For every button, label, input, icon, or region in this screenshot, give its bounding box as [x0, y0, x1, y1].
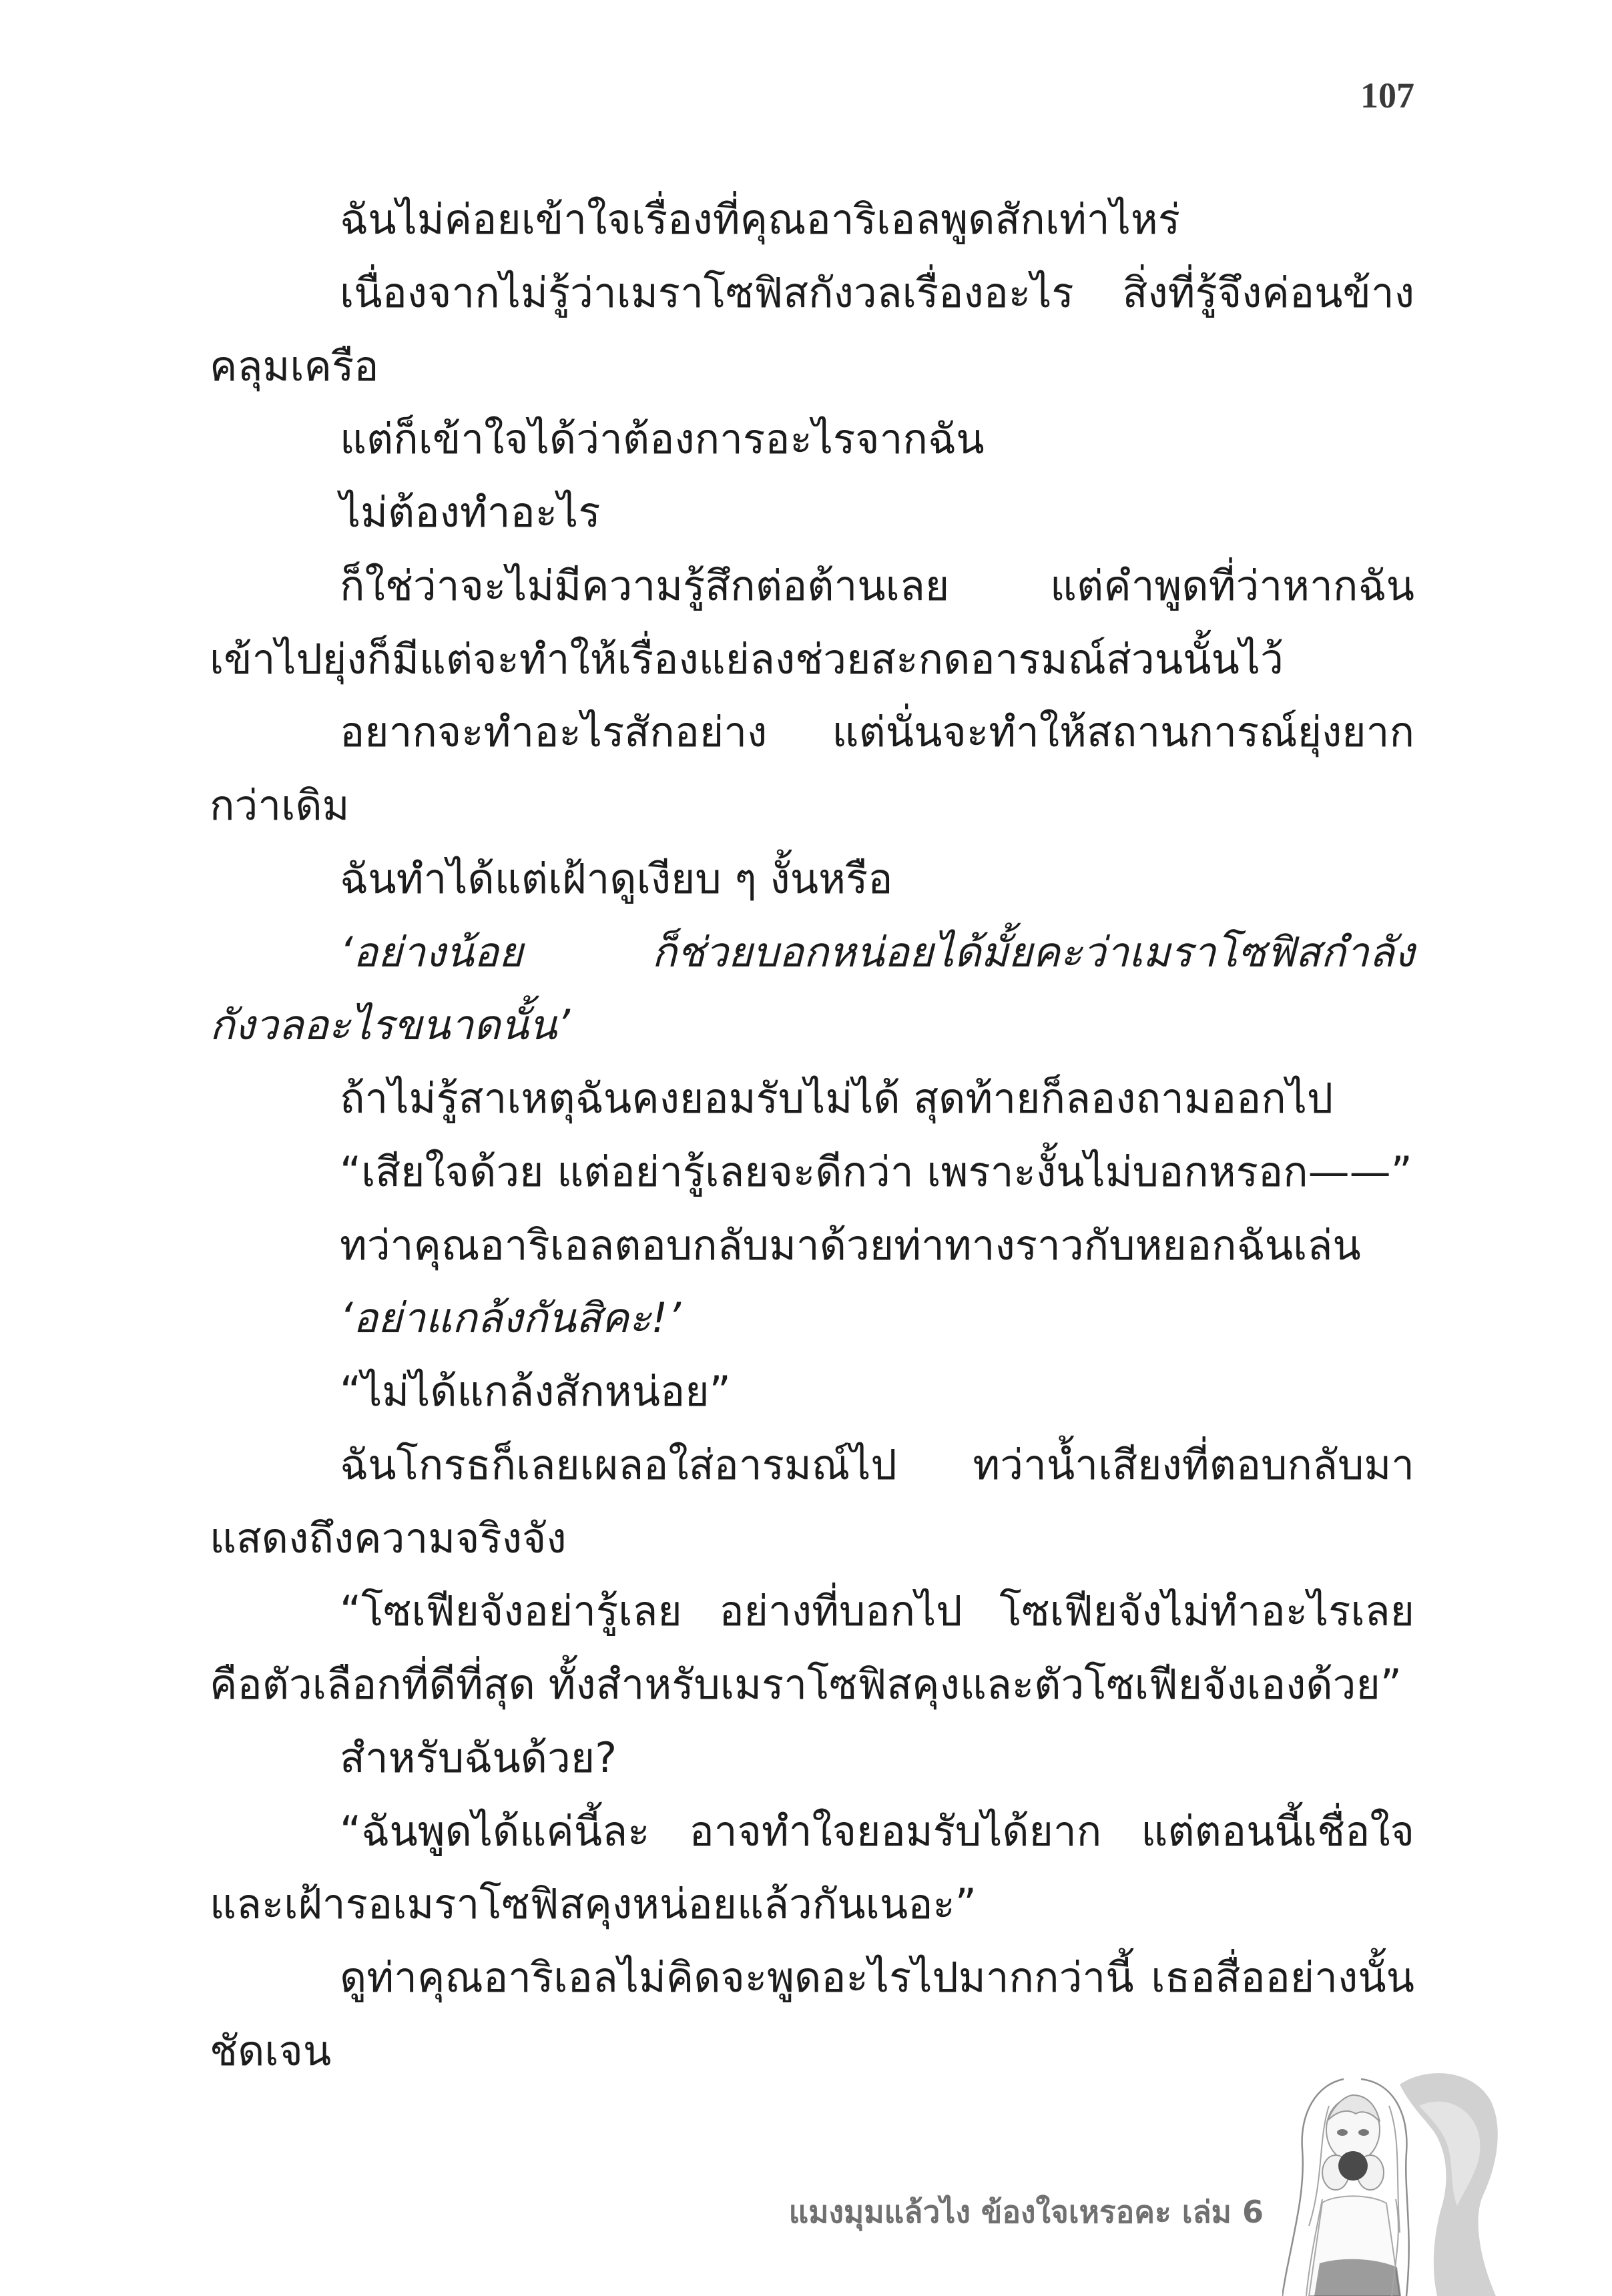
text-line: ดูท่าคุณอาริเอลไม่คิดจะพูดอะไรไปมากกว่านี้ เธอสื่ออย่างนั้น	[340, 1953, 1414, 2002]
text-line: “ฉันพูดได้แค่นี้ละ อาจทำใจยอมรับได้ยาก แต่ตอนนี้เชื่อใจ	[340, 1806, 1414, 1855]
paragraph	[210, 549, 1414, 696]
paragraph	[210, 842, 1414, 916]
paragraph	[210, 695, 1414, 842]
text-line: คลุมเครือ	[210, 341, 379, 390]
page-number: 107	[1360, 75, 1414, 115]
thought-paragraph	[210, 916, 1414, 1063]
text-line: ชัดเจน	[210, 2026, 332, 2075]
wing-shape	[1400, 2073, 1498, 2296]
paragraph	[210, 1355, 1414, 1428]
text-line: แต่ก็เข้าใจได้ว่าต้องการอะไรจากฉัน	[340, 414, 985, 464]
paragraph	[210, 1721, 1414, 1795]
text-line: ฉันโกรธก็เลยเผลอใส่อารมณ์ไป ทว่าน้ำเสียงที่ตอบกลับมา	[340, 1440, 1414, 1489]
text-line: “ไม่ได้แกล้งสักหน่อย”	[340, 1367, 731, 1416]
text-line: กว่าเดิม	[210, 781, 350, 830]
paragraph	[210, 1209, 1414, 1282]
text-line: ฉันทำได้แต่เฝ้าดูเงียบ ๆ งั้นหรือ	[340, 854, 893, 903]
running-footer-title: แมงมุมแล้วไง ข้องใจเหรอคะ เล่ม 6	[788, 2194, 1264, 2230]
text-line: ไม่ต้องทำอะไร	[340, 488, 601, 537]
paragraph	[210, 1795, 1414, 1942]
paragraph	[210, 1135, 1414, 1209]
paragraph	[210, 1574, 1414, 1721]
text-line: คือตัวเลือกที่ดีที่สุด ทั้งสำหรับเมราโซฟิสคุงและตัวโซเฟียจังเองด้วย”	[210, 1660, 1402, 1709]
paragraph	[210, 1941, 1414, 2088]
paragraph	[210, 1062, 1414, 1135]
paragraph	[210, 256, 1414, 403]
text-line: ทว่าคุณอาริเอลตอบกลับมาด้วยท่าทางราวกับหยอกฉันเล่น	[340, 1220, 1361, 1269]
text-line: เนื่องจากไม่รู้ว่าเมราโซฟิสกังวลเรื่องอะไร สิ่งที่รู้จึงค่อนข้าง	[340, 268, 1414, 317]
paragraph	[210, 402, 1414, 476]
character-illustration	[1282, 2066, 1503, 2296]
text-line: “โซเฟียจังอย่ารู้เลย อย่างที่บอกไป โซเฟียจังไม่ทำอะไรเลย	[340, 1587, 1414, 1636]
text-line: ‘อย่างน้อย ก็ช่วยบอกหน่อยได้มั้ยคะว่าเมราโซฟิสกำลัง	[340, 927, 1414, 976]
text-line: อยากจะทำอะไรสักอย่าง แต่นั่นจะทำให้สถานการณ์ยุ่งยาก	[340, 707, 1414, 757]
paragraph	[210, 476, 1414, 549]
text-line: ก็ใช่ว่าจะไม่มีความรู้สึกต่อต้านเลย แต่คำพูดที่ว่าหากฉัน	[340, 561, 1414, 610]
thought-paragraph	[210, 1281, 1414, 1355]
text-line: ‘อย่าแกล้งกันสิคะ!’	[340, 1294, 681, 1343]
text-line: ฉันไม่ค่อยเข้าใจเรื่องที่คุณอาริเอลพูดสักเท่าไหร่	[340, 195, 1181, 244]
paragraph	[210, 183, 1414, 256]
text-line: ถ้าไม่รู้สาเหตุฉันคงยอมรับไม่ได้ สุดท้ายก็ลองถามออกไป	[340, 1074, 1334, 1123]
girl-figure	[1282, 2079, 1409, 2296]
text-line: สำหรับฉันด้วย?	[340, 1733, 617, 1782]
paragraph	[210, 1428, 1414, 1575]
text-line: กังวลอะไรขนาดนั้น’	[210, 1000, 570, 1050]
text-line: และเฝ้ารอเมราโซฟิสคุงหน่อยแล้วกันเนอะ”	[210, 1880, 977, 1929]
text-line: แสดงถึงความจริงจัง	[210, 1513, 567, 1562]
text-line: “เสียใจด้วย แต่อย่ารู้เลยจะดีกว่า เพราะงั้นไม่บอกหรอก——”	[340, 1147, 1412, 1196]
body-text	[210, 183, 1414, 2088]
text-line: เข้าไปยุ่งก็มีแต่จะทำให้เรื่องแย่ลงช่วยสะกดอารมณ์ส่วนนั้นไว้	[210, 634, 1284, 683]
